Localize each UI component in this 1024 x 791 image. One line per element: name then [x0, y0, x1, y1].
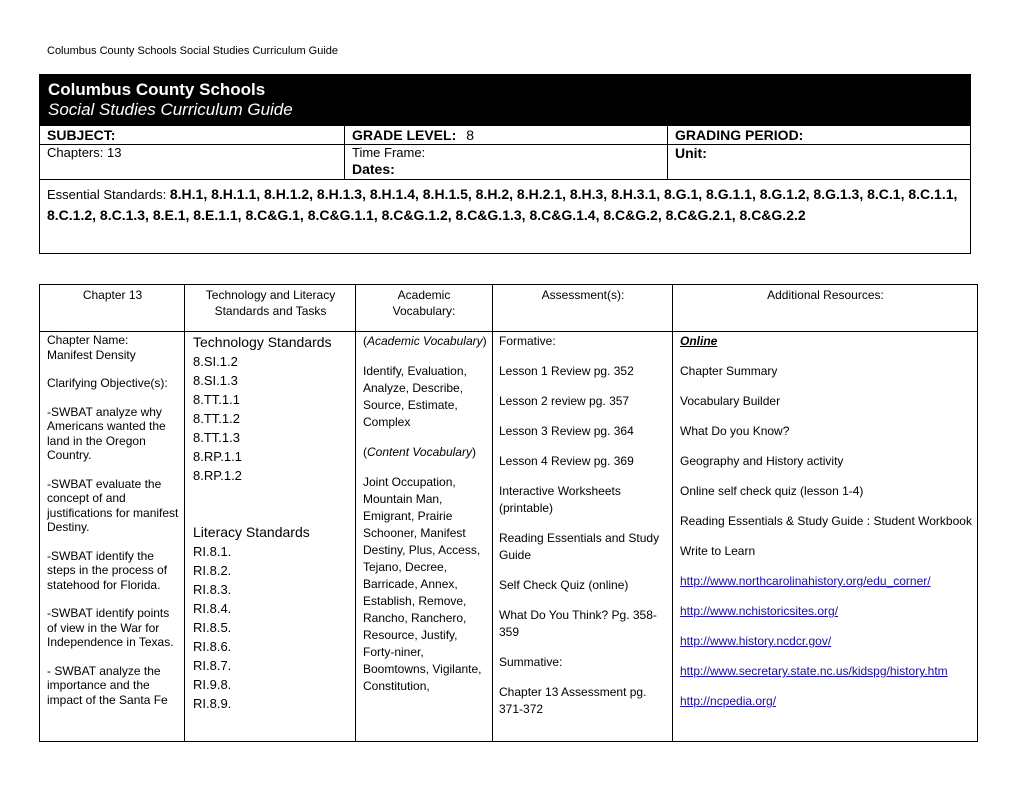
chapter-cell — [47, 333, 181, 707]
tech-standard: 8.TT.1.2 — [193, 411, 240, 426]
column-header-assessments: Assessment(s): — [541, 288, 625, 302]
formative-item: Lesson 1 Review pg. 352 — [499, 364, 634, 378]
resource-link[interactable]: http://www.secretary.state.nc.us/kidspg/history.htm — [680, 664, 948, 678]
title-banner — [40, 75, 970, 125]
literacy-standard: RI.8.6. — [193, 639, 232, 654]
column-header-standards: Technology and Literacy Standards and Tasks — [205, 288, 336, 318]
tech-standard: 8.TT.1.3 — [193, 430, 240, 445]
essential-standards-row — [40, 179, 970, 253]
literacy-standard: RI.8.2. — [193, 563, 232, 578]
clarifying-objectives-label: Clarifying Objective(s): — [47, 376, 168, 390]
technology-standards-heading: Technology Standards — [193, 334, 332, 350]
literacy-standard: RI.8.3. — [193, 582, 232, 597]
online-label: Online — [680, 334, 718, 348]
formative-item: Lesson 4 Review pg. 369 — [499, 454, 634, 468]
tech-standard: 8.TT.1.1 — [193, 392, 240, 407]
literacy-standard: RI.8.1. — [193, 544, 232, 559]
resource-item: Geography and History activity — [680, 454, 844, 468]
formative-label: Formative: — [499, 334, 556, 348]
content-vocabulary: Joint Occupation, Mountain Man, Emigrant, Prairie Schooner, Manifest Destiny, Plus, Access, Tejano, Decree, Barricade, Annex, Establish, Remove, Rancho, Ranchero, Resource, Justify, Forty-niner, Boomtowns, Vigilante, Constitution, — [363, 475, 482, 693]
content-vocabulary-label: (Content Vocabulary) — [363, 445, 476, 459]
formative-item: Interactive Worksheets (printable) — [499, 484, 621, 515]
summative-item: Chapter 13 Assessment pg. 371-372 — [499, 685, 647, 716]
objective: -SWBAT identify the steps in the process of statehood for Florida. — [47, 548, 168, 592]
academic-vocabulary: Identify, Evaluation, Analyze, Describe, Source, Estimate, Complex — [363, 364, 467, 429]
grade-value: 8 — [466, 127, 475, 143]
details-row — [40, 144, 970, 179]
literacy-standard: RI.8.9. — [193, 696, 232, 711]
formative-item: Reading Essentials and Study Guide — [499, 531, 660, 562]
tech-standard: 8.SI.1.2 — [193, 354, 238, 369]
resources-cell — [680, 333, 976, 710]
unit-cell — [668, 145, 970, 179]
column-header-resources: Additional Resources: — [767, 288, 884, 302]
summative-label: Summative: — [499, 655, 563, 669]
formative-item: Lesson 2 review pg. 357 — [499, 394, 630, 408]
resource-link[interactable]: http://www.history.ncdcr.gov/ — [680, 634, 832, 648]
page-header: Columbus County Schools Social Studies Curriculum Guide — [47, 45, 339, 57]
unit-label: Unit: — [675, 145, 707, 161]
literacy-standard: RI.8.7. — [193, 658, 232, 673]
chapter-name-label: Chapter Name: — [47, 333, 129, 347]
tech-standard: 8.RP.1.2 — [193, 468, 242, 483]
standards-cell — [193, 333, 351, 713]
resource-item: Vocabulary Builder — [680, 394, 781, 408]
header-divider — [40, 331, 977, 332]
grading-period-label: GRADING PERIOD: — [675, 127, 804, 143]
banner-subtitle: Social Studies Curriculum Guide — [48, 100, 293, 119]
literacy-standard: RI.8.4. — [193, 601, 232, 616]
resource-item: Reading Essentials & Study Guide : Student Workbook — [680, 514, 972, 528]
objective: -SWBAT analyze why Americans wanted the land in the Oregon Country. — [47, 404, 166, 462]
column-header-chapter: Chapter 13 — [82, 288, 143, 302]
time-frame-cell — [345, 145, 668, 179]
literacy-standard: RI.8.5. — [193, 620, 232, 635]
tech-standard: 8.SI.1.3 — [193, 373, 238, 388]
essential-standards-label: Essential Standards: — [47, 187, 170, 202]
resource-link[interactable]: http://www.northcarolinahistory.org/edu_corner/ — [680, 574, 931, 588]
tech-standard: 8.RP.1.1 — [193, 449, 242, 464]
essential-standards-list: 8.H.1, 8.H.1.1, 8.H.1.2, 8.H.1.3, 8.H.1.4, 8.H.1.5, 8.H.2, 8.H.2.1, 8.H.3, 8.H.3.1, 8.G.1, 8.G.1.1, 8.G.1.2, 8.G.1.3, 8.C.1, 8.C.1.1, 8.C.1.2, 8.C.1.3, 8.E.1, 8.E.1.1, 8.C&G.1, 8.C&G.1.1, 8.C&G.1.2, 8.C&G.1.3, 8.C&G.1.4, 8.C&G.2, 8.C&G.2.1, 8.C&G.2.2 — [47, 186, 958, 223]
objective: -SWBAT evaluate the concept of and justifications for manifest Destiny. — [47, 476, 179, 534]
column-header-vocabulary: Academic Vocabulary: — [392, 288, 456, 318]
resource-item: Online self check quiz (lesson 1-4) — [680, 484, 864, 498]
formative-item: Lesson 3 Review pg. 364 — [499, 424, 634, 438]
formative-item: Self Check Quiz (online) — [499, 578, 629, 592]
formative-item: What Do You Think? Pg. 358-359 — [499, 608, 657, 639]
chapter-name: Manifest Density — [47, 347, 136, 362]
objective: -SWBAT identify points of view in the War for Independence in Texas. — [47, 606, 174, 649]
assessments-cell — [499, 333, 669, 718]
curriculum-header-table — [39, 74, 971, 254]
resource-item: Write to Learn — [680, 544, 756, 558]
time-frame-label: Time Frame: — [352, 145, 426, 160]
literacy-standards-heading: Literacy Standards — [193, 524, 310, 540]
labels-row — [40, 125, 970, 144]
literacy-standard: RI.9.8. — [193, 677, 232, 692]
resource-link[interactable]: http://ncpedia.org/ — [680, 694, 777, 708]
resource-item: Chapter Summary — [680, 364, 778, 378]
chapters: Chapters: 13 — [40, 145, 345, 179]
resource-item: What Do you Know? — [680, 424, 790, 438]
objective: - SWBAT analyze the importance and the impact of the Santa Fe — [47, 663, 168, 707]
banner-title: Columbus County Schools — [48, 80, 266, 99]
grade-level — [345, 126, 668, 144]
resource-link[interactable]: http://www.nchistoricsites.org/ — [680, 604, 839, 618]
dates-label: Dates: — [352, 161, 395, 177]
vocabulary-cell — [363, 333, 489, 695]
chapter-plan-table — [39, 284, 978, 742]
academic-vocabulary-label: (Academic Vocabulary) — [363, 334, 487, 348]
grade-label: GRADE LEVEL: — [352, 127, 457, 143]
subject-label: SUBJECT: — [40, 126, 345, 144]
